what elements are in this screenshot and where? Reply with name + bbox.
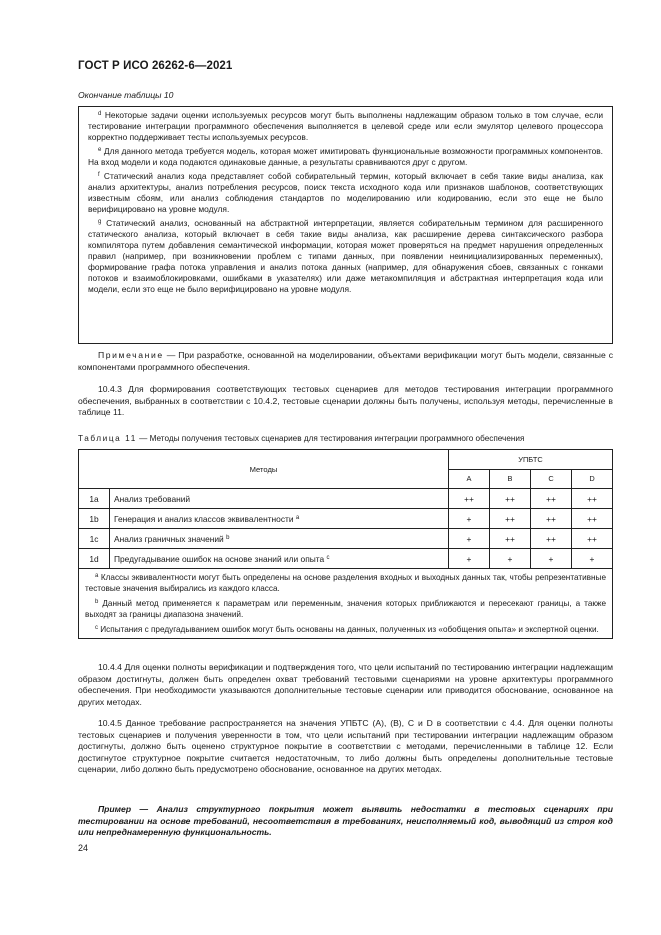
- footnote-d: [88, 110, 603, 143]
- table-continuation-label: Окончание таблицы 10: [78, 90, 174, 100]
- value-c: ++: [531, 509, 572, 529]
- value-d: ++: [572, 509, 613, 529]
- paragraph-10-4-4: 10.4.4 Для оценки полноты верификации и подтверждения того, что цели испытаний по тестированию интеграции надлежащим образом достигнуты, должен быть определен охват требований тестовыми сценариями на уровне архитектуры программного обеспечения. При необходимости указываются дополнительные тестовые сценарии или приводится обоснование, основанное на других методах.: [78, 662, 613, 707]
- value-a: ++: [449, 489, 490, 509]
- table-caption-label: Таблица 11: [78, 434, 137, 443]
- table-11: [78, 449, 613, 639]
- footnote-ref: a: [295, 514, 300, 521]
- footnote-mark: e: [98, 147, 102, 153]
- footnote-e: [88, 146, 603, 168]
- example-paragraph: Пример — Анализ структурного покрытия может выявить недостатки в тестовых сценариях при тестировании на основе требований, несоответствия в требованиях, неисполняемый код, выводящий из строя код или непреднамеренную функциональность.: [78, 804, 613, 838]
- column-header-d: D: [572, 469, 613, 489]
- footnote-ref: c: [326, 554, 330, 561]
- table-11-footnotes: [79, 569, 613, 639]
- footnote-mark: d: [98, 111, 102, 117]
- table-row: [79, 529, 613, 549]
- method-name: Анализ требований: [114, 493, 191, 504]
- row-id: 1a: [79, 489, 110, 509]
- method-name: Предугадывание ошибок на основе знаний или опыта: [114, 553, 325, 564]
- method-cell: [110, 529, 449, 549]
- standard-header: ГОСТ Р ИСО 26262-6—2021: [78, 60, 233, 72]
- row-id: 1b: [79, 509, 110, 529]
- footnote-text: Испытания с предугадыванием ошибок могут быть основаны на данных, полученных из «обобщения опыта» и экспертной оценки.: [100, 625, 599, 634]
- value-a: +: [449, 529, 490, 549]
- footnote-ref: b: [226, 534, 230, 541]
- footnote-f: [88, 171, 603, 215]
- column-header-a: A: [449, 469, 490, 489]
- row-id: 1d: [79, 549, 110, 569]
- table-row: [79, 549, 613, 569]
- footnote-text: Статический анализ кода представляет собой собирательный термин, который включает в себя такие виды анализа, как анализ архитектуры, анализ потребления ресурсов, поиск текста исходного кода или признаков шаблонов, соответствующих известным сбоям, или анализ соблюдения стандартов по моделированию или кодированию, если это еще не было верифицировано на уровне модуля.: [88, 171, 603, 214]
- footnote-mark: f: [98, 172, 100, 178]
- column-header-c: C: [531, 469, 572, 489]
- footnote-text: Некоторые задачи оценки используемых ресурсов могут быть выполнены надлежащим образом только в том случае, если тестирование интеграции программного обеспечения выполняется в целевой среде или если эмулятор целевого процессора корректно поддерживает тесты используемых ресурсов.: [88, 110, 604, 142]
- column-header-b: B: [490, 469, 531, 489]
- value-c: ++: [531, 529, 572, 549]
- value-b: ++: [490, 529, 531, 549]
- value-b: ++: [490, 489, 531, 509]
- value-c: ++: [531, 489, 572, 509]
- footnote-mark: a: [95, 573, 99, 579]
- paragraph-10-4-5: 10.4.5 Данное требование распространяется на значения УПБТС (A), (B), C и D в соответствии с 4.4. Для оценки полноты тестовых сценариев и получения уверенности в том, что цели испытаний при тестировании интеграции надлежащим образом достигнуты, должно быть оценено структурное покрытие в соответствии с методами, перечисленными в таблице 12. Если достигнутое структурное покрытие считается недостаточным, то либо должны быть определены дополнительные тестовые сценарии, либо должно быть предусмотрено обоснование, основанное на других методах.: [78, 718, 613, 775]
- value-b: ++: [490, 509, 531, 529]
- table-footnote-a: [85, 572, 606, 594]
- paragraph-10-4-3: 10.4.3 Для формирования соответствующих тестовых сценариев для методов тестирования интеграции программного обеспечения, выбранных в соответствии с 10.4.2, тестовые сценарии должны быть получены, используя методы, перечисленные в таблице 11.: [78, 384, 613, 418]
- method-name: Анализ граничных значений: [114, 533, 224, 544]
- value-d: ++: [572, 529, 613, 549]
- method-cell: [110, 489, 449, 509]
- value-a: +: [449, 549, 490, 569]
- methods-header: Методы: [79, 450, 449, 489]
- table-10-footnotes-box: [78, 106, 613, 344]
- footnote-g: [88, 218, 603, 295]
- table-row: [79, 509, 613, 529]
- table-caption-text: — Методы получения тестовых сценариев для тестирования интеграции программного обеспечения: [136, 434, 525, 443]
- value-d: +: [572, 549, 613, 569]
- method-cell: [110, 509, 449, 529]
- value-b: +: [490, 549, 531, 569]
- note-text: — При разработке, основанной на моделировании, объектами верификации могут быть модели, связанные с компонентами программного обеспечения.: [78, 350, 613, 372]
- footnote-text: Статический анализ, основанный на абстрактной интерпретации, является собирательным термином для расширенного статического анализа, который включает в себя такие виды анализа, как расширение дерева синтаксического разбора компилятора путем добавления семантической информации, которая может проверяться на предмет нарушения определенных правил (например, при возникновении проблем с типами данных, при появлении неинициализированных переменных), формирование графа потока управления и анализ потока данных (например, для обнаружения сбоев, связанных с гонками потоков и взаимоблокировками, ошибками в указателях) или даже метакомпиляция и абстрактная интерпретация кода или модели, если это еще не было верифицировано на уровне модуля.: [88, 218, 603, 294]
- value-c: +: [531, 549, 572, 569]
- row-id: 1c: [79, 529, 110, 549]
- note-paragraph: [78, 350, 613, 373]
- method-cell: [110, 549, 449, 569]
- footnote-mark: b: [95, 599, 99, 605]
- method-name: Генерация и анализ классов эквивалентности: [114, 513, 294, 524]
- note-label: Примечание: [98, 350, 164, 360]
- page-number: 24: [78, 843, 89, 853]
- asil-group-header: УПБТС: [449, 450, 613, 470]
- table-row: [79, 489, 613, 509]
- footnote-text: Данный метод применяется к параметрам или переменным, значения которых приближаются и пересекают границы, а также выходят за границы диапазона значений.: [85, 599, 606, 619]
- footnote-text: Для данного метода требуется модель, которая может имитировать функциональные возможности программных компонентов. На вход модели и кода подаются одинаковые данные, а результаты сравниваются друг с другом.: [88, 146, 604, 167]
- table-footnote-b: [85, 598, 606, 620]
- table-footnote-c: [85, 624, 606, 635]
- value-d: ++: [572, 489, 613, 509]
- value-a: +: [449, 509, 490, 529]
- footnote-text: Классы эквивалентности могут быть определены на основе разделения входных и выходных данных так, чтобы репрезентативные тестовые значения выбирались из каждого класса.: [85, 573, 606, 593]
- footnote-mark: c: [95, 625, 98, 631]
- footnote-mark: g: [98, 219, 102, 225]
- table-11-caption: [78, 434, 623, 443]
